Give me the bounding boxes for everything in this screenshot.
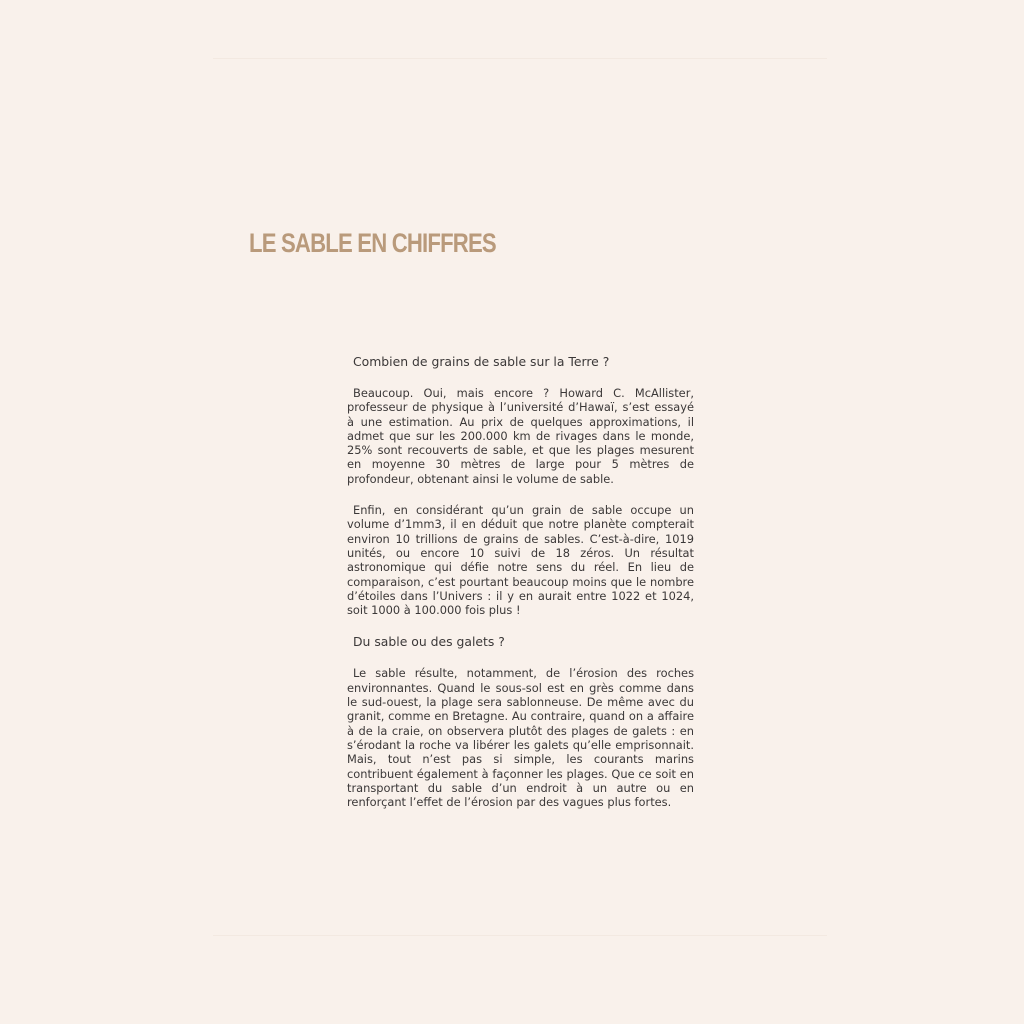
- section-question-galets: Du sable ou des galets ?: [353, 634, 505, 650]
- article-body: [347, 354, 694, 809]
- paragraph-erosion: Le sable résulte, notamment, de l’érosion des roches environnantes. Quand le sous-sol est en grès comme dans le sud-ouest, la plage sera sablonneuse. De même avec du granit, comme en Bretagne. Au contraire, quand on a affaire à de la craie, on observera plutôt des plages de galets : en s’érodant la roche va libérer les galets qu’elle emprisonnait. Mais, tout n’est pas si simple, les courants marins contribuent également à façonner les plages. Que ce soit en transportant du sable d’un endroit à un autre ou en renforçant l’effet de l’érosion par des vagues plus fortes.: [347, 666, 694, 810]
- section-question-grains: Combien de grains de sable sur la Terre ?: [353, 354, 610, 369]
- page-title: LE SABLE EN CHIFFRES: [249, 228, 496, 258]
- paragraph-estimation: Beaucoup. Oui, mais encore ? Howard C. McAllister, professeur de physique à l’université d’Hawaï, s’est essayé à une estimation. Au prix de quelques approximations, il admet que sur les 200.000 km de rivages dans le monde, 25% sont recouverts de sable, et que les plages mesurent en moyenne 30 mètres de large pour 5 mètres de profondeur, obtenant ainsi le volume de sable.: [347, 386, 694, 486]
- paragraph-grain-count: Enfin, en considérant qu’un grain de sable occupe un volume d’1mm3, il en déduit que notre planète compterait environ 10 trillions de grains de sables. C’est-à-dire, 1019 unités, ou encore 10 suivi de 18 zéros. Un résultat astronomique qui défie notre sens du réel. En lieu de comparaison, c’est pourtant beaucoup moins que le nombre d’étoiles dans l’Univers : il y en aurait entre 1022 et 1024, soit 1000 à 100.000 fois plus !: [347, 503, 694, 618]
